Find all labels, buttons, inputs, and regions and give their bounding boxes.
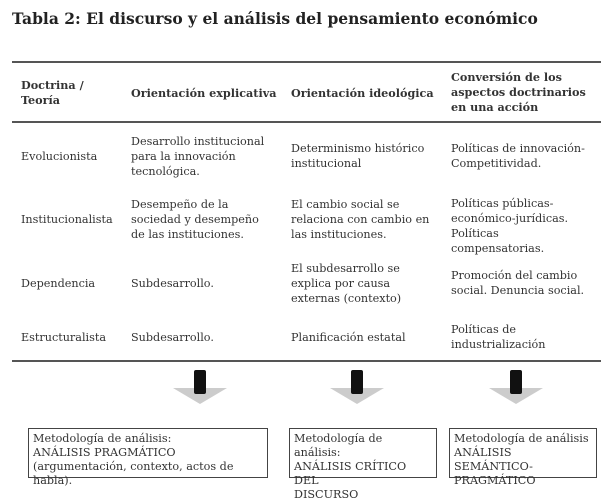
box-line: ANÁLISIS PRAGMÁTICO xyxy=(33,446,176,459)
header-rule xyxy=(12,121,601,123)
table-cell: Políticas de industrialización xyxy=(451,323,546,351)
methodology-box-semantico xyxy=(449,428,597,487)
arrow-down-icon xyxy=(326,368,388,404)
table-cell: Desempeño de la sociedad y desempeño de las instituciones. xyxy=(131,198,259,241)
header-conversion: Conversión de los aspectos doctrinarios en una acción xyxy=(451,70,586,114)
table-cell: Subdesarrollo. xyxy=(131,331,214,344)
methodology-box-critico xyxy=(289,428,437,501)
table-title: Tabla 2: El discurso y el análisis del pensamiento económico xyxy=(12,9,538,28)
arrow-down-icon xyxy=(485,368,547,404)
box-line: DISCURSO xyxy=(294,488,359,501)
table-cell: Institucionalista xyxy=(21,213,113,226)
table-cell: Subdesarrollo. xyxy=(131,277,214,290)
header-orientacion-ideologica: Orientación ideológica xyxy=(291,86,434,100)
bottom-rule xyxy=(12,360,601,362)
table-cell: Evolucionista xyxy=(21,150,98,163)
table-cell: Promoción del cambio social. Denuncia social. xyxy=(451,269,585,297)
table-cell: Políticas públicas-económico-jurídicas. Políticas compensatorias. xyxy=(451,197,569,255)
box-line: PRAGMÁTICO xyxy=(454,474,536,487)
table-cell: Planificación estatal xyxy=(291,331,406,344)
box-line: ANÁLISIS SEMÁNTICO- xyxy=(454,446,533,473)
table-cell: Estructuralista xyxy=(21,331,107,344)
table-cell: Determinismo histórico institucional xyxy=(291,142,425,170)
arrow-down-icon xyxy=(169,368,231,404)
box-line: Metodología de análisis xyxy=(454,432,589,445)
top-rule xyxy=(12,61,601,63)
table-cell: Políticas de innovación-Competitividad. xyxy=(451,142,585,170)
table-cell: Desarrollo institucional para la innovación tecnológica. xyxy=(131,135,265,178)
box-line: ANÁLISIS CRÍTICO DEL xyxy=(294,460,407,487)
header-orientacion-explicativa: Orientación explicativa xyxy=(131,86,277,100)
table-cell: El subdesarrollo se explica por causa externas (contexto) xyxy=(291,262,402,305)
box-line: Metodología de análisis: xyxy=(294,432,383,459)
table-cell: Dependencia xyxy=(21,277,96,290)
methodology-box-pragmatico xyxy=(28,428,268,487)
box-line: Metodología de análisis: xyxy=(33,432,172,445)
table-cell: El cambio social se relaciona con cambio en las instituciones. xyxy=(291,198,430,241)
box-line: (argumentación, contexto, actos de habla). xyxy=(33,460,234,487)
header-doctrina: Doctrina / Teoría xyxy=(21,78,84,107)
